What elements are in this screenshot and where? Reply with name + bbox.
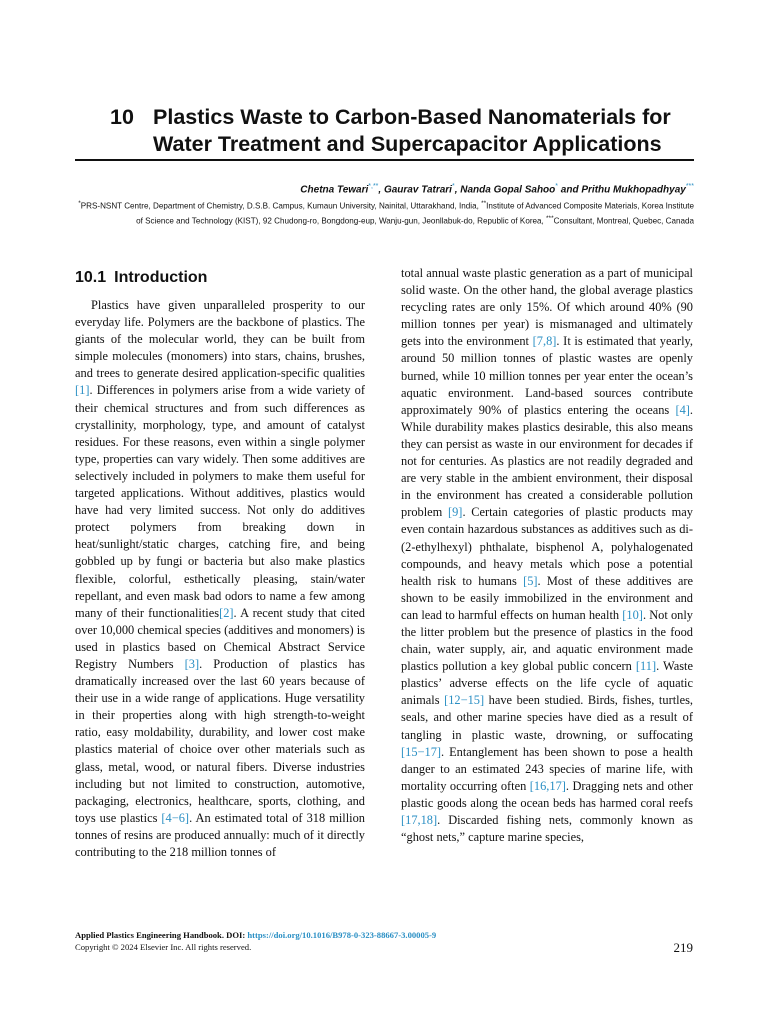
body-text: total annual waste plastic generation as a part of municipal solid waste. On the other hand, the global average plastics recycling rates are only 15%. Of which around 40% (90 million tonnes per year) is mismanaged and ultimately gets into the environment <box>401 266 693 349</box>
citation-link[interactable]: [16,17] <box>529 778 566 793</box>
body-text: . Most of these additives are shown to be easily immobilized in the environment and can lead to harmful effects on human health <box>401 573 693 622</box>
affiliation-text: Consultant, Montreal, Quebec, Canada <box>553 216 694 226</box>
author-name: Prithu Mukhopadhyay <box>581 184 686 196</box>
section-heading <box>75 268 207 288</box>
body-text: . Differences in polymers arise from a wide variety of their chemical structures and from such differences as crystallinity, morphology, type, and amount of catalyst residues. For these reasons, even within a single polymer type, properties can vary widely. Then some additives are selectively included in polymers to make them useful for targeted applications. Without additives, plastics would have had very limited success. Not only do additives protect polymers from breaking down in heat/sunlight/static charges, catching fire, and being gobbled up by fungi or bacteria but also make plastics flexible, colorful, esthetically pleasing, stain/water repellant, and even mask bad odors to name a few among many of their functionalities <box>75 383 365 620</box>
citation-link[interactable]: [3] <box>184 656 200 671</box>
citation-link[interactable]: [2] <box>219 605 234 620</box>
citation-link[interactable]: [1] <box>75 383 90 398</box>
affiliation-text: PRS-NSNT Centre, Department of Chemistry, D.S.B. Campus, Kumaun University, Nainital, Uttarakhand, India, <box>80 201 479 211</box>
body-text: . An estimated total of 318 million tonnes of resins are produced annually: much of it directly contributing to the 218 million tonnes of <box>75 810 365 859</box>
body-column-left <box>75 297 365 861</box>
citation-link[interactable]: [4] <box>675 402 690 417</box>
author-affiliation-mark[interactable]: * <box>451 183 455 190</box>
author-affiliation-mark[interactable]: *,** <box>368 183 379 190</box>
affiliation-text: Institute of Advanced Composite Materials, Korea Institute of Science and Technology (KIST), 92 Chudong-ro, Bongdong-eup, Wanju-gun, Jeonllabuk-do, Republic of Korea, <box>136 201 694 226</box>
author-name: Nanda Gopal Sahoo <box>460 184 556 196</box>
affiliation-mark: ** <box>481 200 487 207</box>
author-name: Gaurav Tatrari <box>383 184 452 196</box>
body-text: . Certain categories of plastic products may even contain hazardous substances as additives such as di-(2-ethylhexyl) phthalate, bisphenol A, polyhalogenated compounds, and heavy metals which pose a potential health risk to humans <box>401 505 694 588</box>
citation-link[interactable]: [12−15] <box>444 693 485 708</box>
citation-link[interactable]: [10] <box>622 607 643 622</box>
citation-link[interactable]: [11] <box>635 659 657 674</box>
body-text: . Not only the litter problem but the presence of plastics in the food chain, water supply, air, and aquatic environment made plastics pollution a key global public concern <box>401 607 693 674</box>
citation-link[interactable]: [5] <box>523 573 538 588</box>
affiliation-mark: *** <box>546 214 554 222</box>
copyright-notice: Copyright © 2024 Elsevier Inc. All rights reserved. <box>75 942 252 952</box>
body-text: . Waste plastics’ adverse effects on the life cycle of aquatic animals <box>401 659 693 708</box>
author-list: Chetna Tewari*,**, Gaurav Tatrari*, Nanda Gopal Sahoo* and Prithu Mukhopadhyay*** <box>300 183 694 196</box>
author-name: Chetna Tewari <box>300 184 369 196</box>
author-affiliation-mark[interactable]: *** <box>685 183 694 190</box>
body-text: have been studied. Birds, fishes, turtles, seals, and other marine species have died as a result of tangling in plastic waste, drowning, or suffocating <box>401 693 693 742</box>
page-number: 219 <box>673 940 693 955</box>
section-title: Introduction <box>114 269 208 286</box>
doi-link[interactable]: https://doi.org/10.1016/B978-0-323-88667-3.00005-9 <box>247 930 437 940</box>
title-rule <box>75 159 694 161</box>
chapter-title-text: Plastics Waste to Carbon-Based Nanomaterials for Water Treatment and Supercapacitor Applications <box>153 105 671 156</box>
affiliation-mark: * <box>78 200 81 207</box>
citation-link[interactable]: [7,8] <box>532 334 557 349</box>
section-number: 10.1 <box>75 269 107 286</box>
affiliations <box>75 198 694 227</box>
body-text: . Entanglement has been shown to pose a health danger to an estimated 243 species of marine life, with mortality occurring often <box>401 744 693 793</box>
body-text: . Production of plastics has dramatically increased over the last 60 years because of their use in a wide range of applications. Huge versatility in their properties along with high strength-to-weight ratio, easy moldability, durability, and lower cost make plastics material of choice over other materials such as glass, metal, wood, or natural fibers. Diverse industries including but not limited to construction, automotive, packaging, electronics, healthcare, sports, clothing, and toys use plastics <box>75 656 366 825</box>
body-column-right <box>401 265 693 846</box>
body-text: . A recent study that cited over 10,000 chemical species (additives and monomers) is used in plastics based on Chemical Abstract Service Registry Numbers <box>75 605 365 671</box>
page-footer <box>75 929 694 953</box>
body-text: Plastics have given unparalleled prosperity to our everyday life. Polymers are the backbone of plastics. The giants of the molecular world, they can be built from simple molecules (monomers) into stars, chains, brushes, and trees to generate desired application-specific qualities <box>75 298 365 381</box>
body-text: . Discarded fishing nets, commonly known as “ghost nets,” capture marine species, <box>401 813 693 845</box>
author-affiliation-mark[interactable]: * <box>555 183 559 190</box>
body-text: . It is estimated that yearly, around 50 million tonnes of plastic wastes are openly burned, while 10 million tonnes per year enter the ocean’s aquatic environment. Land-based sources contribute approximately 90% of plastics entering the oceans <box>401 334 694 417</box>
body-text: . Dragging nets and other plastic goods along the ocean beds has harmed coral reefs <box>401 778 693 810</box>
citation-link[interactable]: [17,18] <box>401 813 438 827</box>
citation-link[interactable]: [9] <box>447 505 463 520</box>
body-text: . While durability makes plastics desirable, this also means they can persist as waste in our environment for decades if not for centuries. As plastics are not readily degraded and are very stable in the ambient environment, their disposal in the environment has created a considerable pollution problem <box>401 402 693 520</box>
citation-link[interactable]: [15−17] <box>401 744 442 759</box>
citation-link[interactable]: [4−6] <box>161 810 190 825</box>
footer-source: Applied Plastics Engineering Handbook. DOI: <box>75 930 248 940</box>
chapter-number: 10 <box>110 105 134 129</box>
